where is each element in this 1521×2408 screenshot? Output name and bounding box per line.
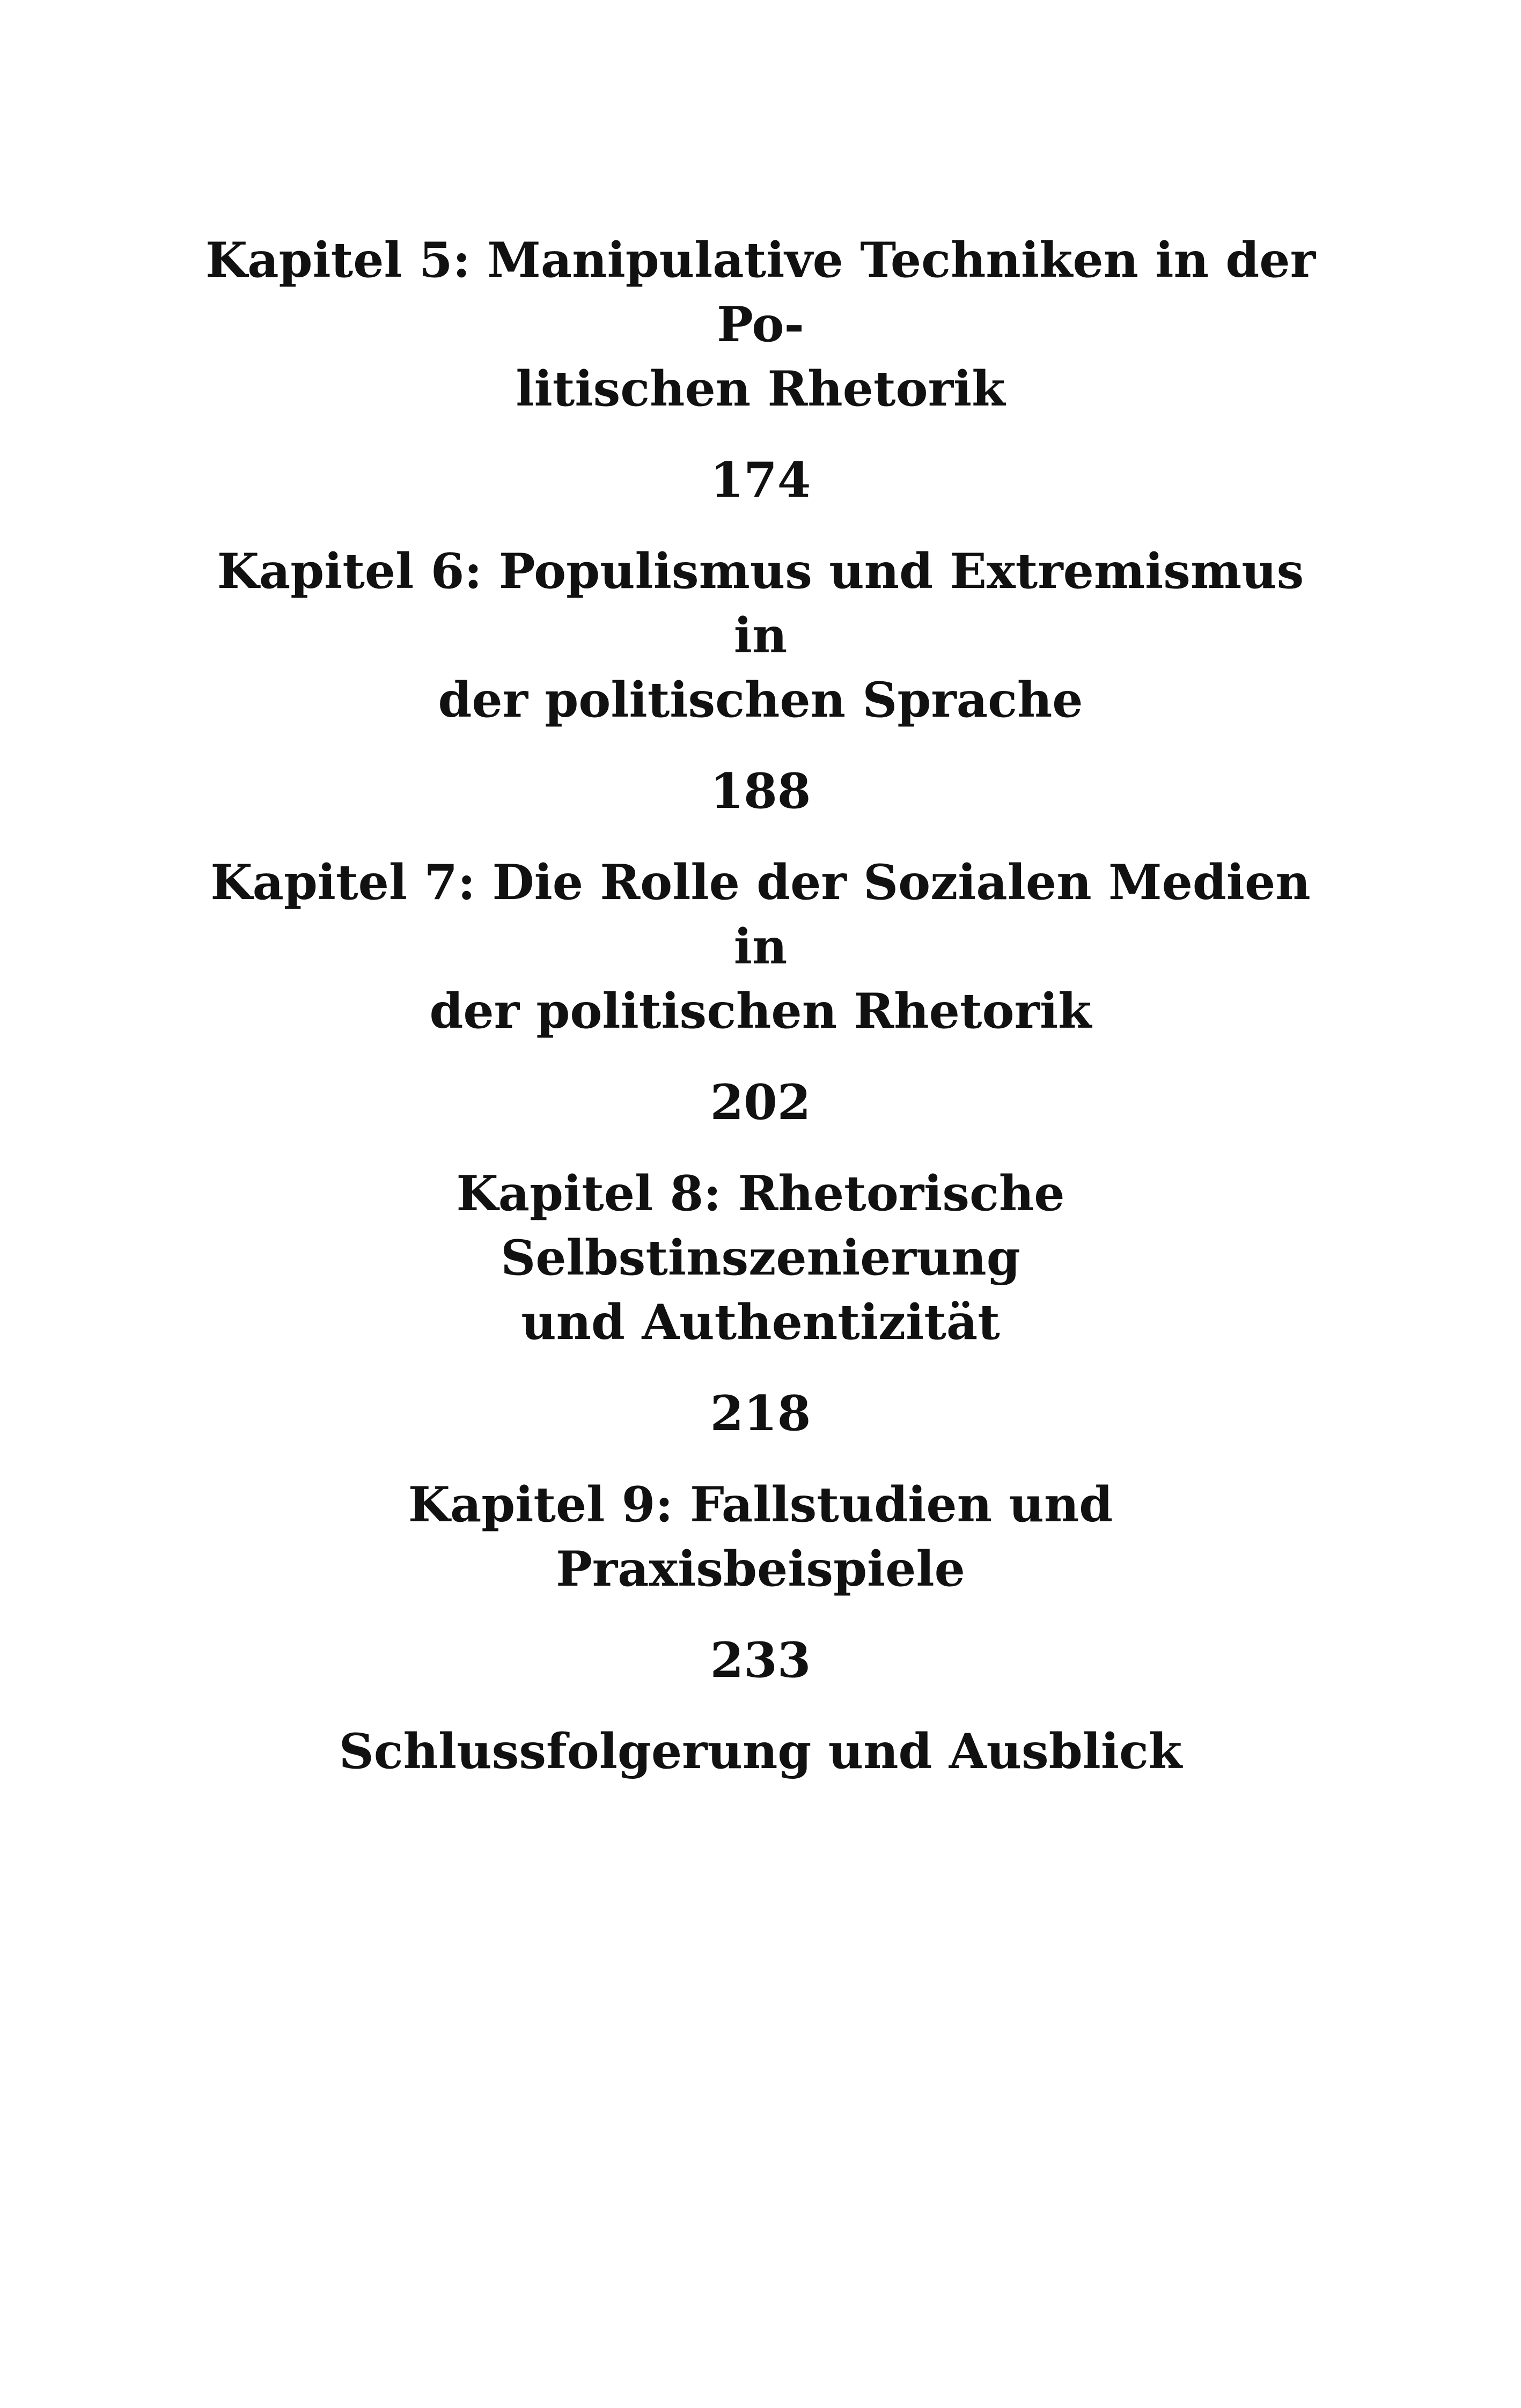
toc-entry-chapter-5 [204, 228, 1317, 512]
toc-entry-page-number: 202 [710, 1074, 811, 1131]
toc-entry-conclusion [204, 1719, 1317, 1784]
toc-entry-title: Kapitel 7: Die Rolle der Sozialen Medien in der politischen Rhetorik [210, 854, 1311, 1040]
toc-entry-title: Kapitel 5: Manipulative Techniken in der Po- litischen Rhetorik [205, 232, 1316, 417]
toc-entry-chapter-6 [204, 539, 1317, 823]
toc-entry-page-number: 218 [710, 1385, 811, 1442]
toc-entry-title: Kapitel 6: Populismus und Extremismus in der politischen Sprache [217, 543, 1304, 728]
toc-entry-page-number: 188 [710, 763, 811, 820]
toc-entry-chapter-7 [204, 850, 1317, 1135]
toc-entry-title: Schlussfolgerung und Ausblick [339, 1723, 1182, 1780]
toc-entry-page-number: 233 [710, 1632, 811, 1689]
toc-entry-chapter-8 [204, 1161, 1317, 1446]
table-of-contents [204, 228, 1317, 1784]
toc-entry-title: Kapitel 8: Rhetorische Selbstinszenierung und Authentizität [456, 1165, 1065, 1351]
toc-entry-page-number: 174 [710, 452, 811, 509]
toc-entry-chapter-9 [204, 1472, 1317, 1692]
toc-entry-title: Kapitel 9: Fallstudien und Praxisbeispiele [408, 1476, 1113, 1597]
